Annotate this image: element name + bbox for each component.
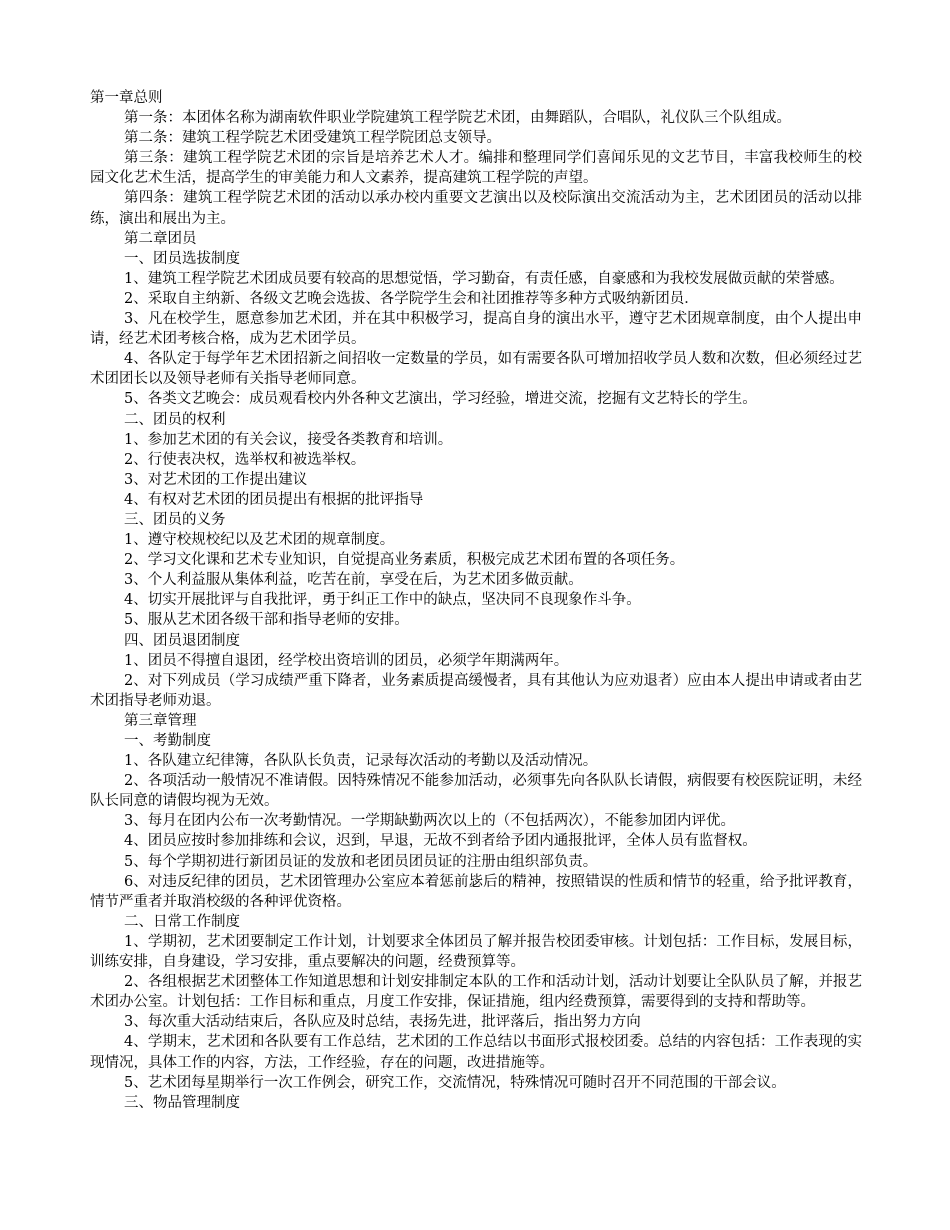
document-paragraph: 3、对艺术团的工作提出建议 xyxy=(124,471,308,488)
document-paragraph: 2、学习文化课和艺术专业知识，自觉提高业务素质，积极完成艺术团布置的各项任务。 xyxy=(124,552,685,569)
document-paragraph: 3、个人利益服从集体利益，吃苦在前，享受在后，为艺术团多做贡献。 xyxy=(124,572,583,589)
document-paragraph: 3、每次重大活动结束后，各队应及时总结，表扬先进，批评落后，指出努力方向 xyxy=(124,1014,641,1031)
document-paragraph: 第三条：建筑工程学院艺术团的宗旨是培养艺术人才。编排和整理同学们喜闻乐见的文艺节目，丰富我校师生的校园文化艺术生活，提高学生的审美能力和人文素养，提高建筑工程学院的声望。 xyxy=(90,150,862,187)
document-paragraph: 第二章团员 xyxy=(124,230,197,247)
document-paragraph: 2、各项活动一般情况不准请假。因特殊情况不能参加活动，必须事先向各队队长请假，病假要有校医院证明，未经队长同意的请假均视为无效。 xyxy=(90,773,862,810)
document-paragraph: 4、各队定于每学年艺术团招新之间招收一定数量的学员，如有需要各队可增加招收学员人数和次数，但必须经过艺术团团长以及领导老师有关指导老师同意。 xyxy=(90,351,862,388)
document-paragraph: 第二条：建筑工程学院艺术团受建筑工程学院团总支领导。 xyxy=(124,130,501,147)
document-paragraph: 2、行使表决权，选举权和被选举权。 xyxy=(124,451,366,468)
document-paragraph: 4、团员应按时参加排练和会议，迟到，早退，无故不到者给予团内通报批评，全体人员有监督权。 xyxy=(124,833,757,850)
document-paragraph: 1、学期初，艺术团要制定工作计划，计划要求全体团员了解并报告校团委审核。计划包括：工作目标，发展目标，训练安排，自身建设，学习安排，重点要解决的问题，经费预算等。 xyxy=(90,933,862,971)
document-paragraph: 第四条：建筑工程学院艺术团的活动以承办校内重要文艺演出以及校际演出交流活动为主，艺术团团员的活动以排练，演出和展出为主。 xyxy=(90,190,862,227)
document-paragraph: 三、团员的义务 xyxy=(124,511,226,528)
document-paragraph: 1、参加艺术团的有关会议，接受各类教育和培训。 xyxy=(124,431,453,448)
document-paragraph: 1、建筑工程学院艺术团成员要有较高的思想觉悟，学习勤奋，有责任感，自豪感和为我校发展做贡献的荣誉感。 xyxy=(124,270,844,287)
document-paragraph: 四、团员退团制度 xyxy=(124,632,240,649)
document-paragraph: 一、团员选拔制度 xyxy=(124,250,240,267)
document-paragraph: 2、对下列成员（学习成绩严重下降者，业务素质提高缓慢者，具有其他认为应劝退者）应由本人提出申请或者由艺术团指导老师劝退。 xyxy=(90,672,862,709)
document-paragraph: 1、各队建立纪律簿，各队队长负责，记录每次活动的考勤以及活动情况。 xyxy=(124,753,598,770)
document-paragraph: 三、物品管理制度 xyxy=(124,1094,240,1111)
document-paragraph: 第一章总则 xyxy=(90,90,163,106)
document-paragraph: 3、凡在校学生，愿意参加艺术团，并在其中积极学习，提高自身的演出水平，遵守艺术团规章制度，由个人提出申请，经艺术团考核合格，成为艺术团学员。 xyxy=(90,311,862,348)
document-paragraph: 6、对违反纪律的团员，艺术团管理办公室应本着惩前毖后的精神，按照错误的性质和情节的轻重，给予批评教育，情节严重者并取消校级的各种评优资格。 xyxy=(90,873,862,910)
document-body xyxy=(90,88,862,1113)
document-paragraph: 5、服从艺术团各级干部和指导老师的安排。 xyxy=(124,612,409,629)
document-paragraph: 二、日常工作制度 xyxy=(124,913,240,930)
document-paragraph: 5、每个学期初进行新团员证的发放和老团员团员证的注册由组织部负责。 xyxy=(124,853,598,870)
document-paragraph: 2、采取自主纳新、各级文艺晚会选拔、各学院学生会和社团推荐等多种方式吸纳新团员． xyxy=(124,290,699,307)
document-paragraph: 3、每月在团内公布一次考勤情况。一学期缺勤两次以上的（不包括两次），不能参加团内评优。 xyxy=(124,813,735,830)
document-paragraph: 5、各类文艺晚会：成员观看校内外各种文艺演出，学习经验，增进交流，挖掘有文艺特长的学生。 xyxy=(124,391,757,408)
document-paragraph: 1、团员不得擅自退团，经学校出资培训的团员，必须学年期满两年。 xyxy=(124,652,569,669)
document-paragraph: 4、切实开展批评与自我批评，勇于纠正工作中的缺点，坚决同不良现象作斗争。 xyxy=(124,592,641,609)
document-paragraph: 5、艺术团每星期举行一次工作例会，研究工作，交流情况，特殊情况可随时召开不同范围的干部会议。 xyxy=(124,1074,786,1091)
document-paragraph: 第一条：本团体名称为湖南软件职业学院建筑工程学院艺术团，由舞蹈队，合唱队，礼仪队三个队组成。 xyxy=(124,110,791,127)
document-paragraph: 二、团员的权利 xyxy=(124,411,226,428)
document-paragraph: 第三章管理 xyxy=(124,712,197,729)
document-paragraph: 一、考勤制度 xyxy=(124,733,211,749)
document-paragraph: 2、各组根据艺术团整体工作知道思想和计划安排制定本队的工作和活动计划，活动计划要让全队队员了解，并报艺术团办公室。计划包括：工作目标和重点，月度工作安排，保证措施，组内经费预算，需要得到的支持和帮助等。 xyxy=(90,974,862,1011)
document-paragraph: 1、遵守校规校纪以及艺术团的规章制度。 xyxy=(124,532,395,549)
document-paragraph: 4、有权对艺术团的团员提出有根据的批评指导 xyxy=(124,491,424,508)
document-paragraph: 4、学期末，艺术团和各队要有工作总结，艺术团的工作总结以书面形式报校团委。总结的内容包括：工作表现的实现情况，具体工作的内容，方法，工作经验，存在的问题，改进措施等。 xyxy=(90,1034,862,1071)
